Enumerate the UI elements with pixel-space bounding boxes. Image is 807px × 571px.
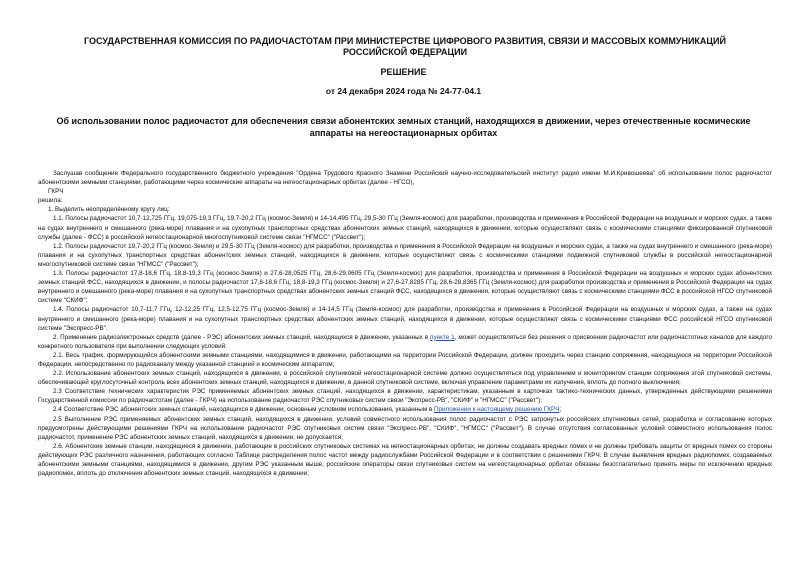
clause-2-1: 2.1. Весь трафик, формирующийся абонентскими земными станциями, находящимися в движении, работающими на территории Российской Федерации, должен проходить через станцию сопряжения, находящуюся на территории Российской Федерации, непосредственно по радиоканалу между указанной станцией и космическим аппаратом; [38,351,772,368]
clause-2 [38,333,772,351]
clause-2-6: 2.6. Абонентские земные станции, находящиеся в движении, работающие в российских спутниковых системах на негеостационарных орбитах, не должны создавать вредных помех и не должны требовать защиты от вредных помех со стороны действующих РЭС различного назначения, работающих согласно Таблице распределения полос частот между радиослужбами Российской Федерации и в соответствии с решениями ГКРЧ. В случае выявления вредных радиопомех, создаваемых абонентскими земными станциями, находящимися в движении, другим РЭС указанным выше, российские операторы связи спутниковых систем на негеостационарных орбитах обязаны безотлагательно принять меры по исключению вредных радиопомех, вплоть до отключения абонентских земных станций, находящихся в движении; [38,442,772,478]
clause-2-4 [38,405,772,414]
clause-2-2: 2.2. Использование абонентских земных станций, находящихся в движении, в российской спутниковой негеостационарной системе должно осуществляться под управлением и мониторингом станции сопряжения этой спутниковой системы, обеспечивающей круглосуточный контроль всех абонентских земных станций, находящихся в движении, в данной спутниковой системе, включая управление параметрами их излучения, вплоть до полного выключения; [38,370,772,387]
link-clause-1[interactable]: пункте 1 [430,333,455,341]
decided-label: решила: [38,197,63,205]
clause-1-3: 1.3. Полосы радиочастот 17,8-18,6 ГГц, 18,8-19,3 ГГц (космос-Земля) и 27,6-28,0525 ГГц, 28,6-29,0605 ГГц (Земля-космос) для разработки, производства и применения в Российской Федерации на воздушных и морских судах абонентских земных станций ФСС, находящихся в движении, и полосы радиочастот 17,8-18,6 ГГц, 18,8-19,3 ГГц (космос-Земля) и 27,6-27,8285 ГГц, 28,6-28,8365 ГГц (Земля-космос) для разработки производства и применения в Российской Федерации на судах внутреннего и смешанного (река-море) плавания и на сухопутных транспортных средствах абонентских земных станций ФСС, находящихся в движении, которые осуществляют связь с космическими станциями ФСС в российской НГСО спутниковой системе "СКИФ"; [38,270,772,305]
clause-1: 1. Выделить неопределённому кругу лиц: [48,206,170,214]
document-title: Об использовании полос радиочастот для обеспечения связи абонентских земных станций, находящихся в движении, через отечественные космические аппараты на негеостационарных орбитах [56,116,751,138]
clause-2-text-end: , может осуществляться без решения о присвоении радиочастот или радиочастотных каналов для каждого конкретного пользователя при выполнении следующих условий: [38,333,772,350]
intro-paragraph: Заслушав сообщение Федерального государственного бюджетного учреждения "Ордена Трудового Красного Знамени Российский научно-исследовательский институт радио имени М.И.Кривошеева" об использовании полос радиочастот абонентскими земными станциями, работающими через космические аппараты на негеостационарных орбитах (далее - НГСО), [38,170,772,187]
clause-1-2: 1.2. Полосы радиочастот 19,7-20,2 ГГц (космос-Земля) и 29,5-30 ГГц (Земля-космос) для разработки, производства и применения в Российской Федерации на воздушных и морских судах, а также на судах внутреннего и смешанного (река-море) плавания и на сухопутных транспортных средствах абонентских земных станций, находящихся в движении, которые осуществляют связь с космическими станциями подвижной спутниковой службы в российской негеостационарной многоспутниковой системе связи "НГМСС" ("Рассвет"); [38,242,772,268]
clause-2-text-start: 2. Применение радиоэлектронных средств (далее - РЭС) абонентских земных станций, находящихся в движении, указанных в [53,333,431,341]
clause-2-3: 2.3 Соответствие технических характеристик РЭС применяемых абонентских земных станций, находящихся в движении, характеристикам, указанным в карточках тактико-технических данных, утвержденных действующими решениями Государственной комиссии по радиочастотам (далее - ГКРЧ) на использование радиочастот РЭС спутниковых систем связи "Экспресс-РВ", "СКИФ" и "НГМСС" ("Рассвет"); [38,388,772,405]
document-date-number: от 24 декабря 2024 года № 24-77-04.1 [325,86,482,96]
clause-1-1: 1.1. Полосы радиочастот 10,7-12,725 ГГц, 19,075-19,3 ГГц, 19,7-20,2 ГГц (космос-Земля) и 14-14,495 ГГц, 29,5-30 ГГц (Земля-космос) для разработки, производства и применения в Российской Федерации на воздушных и морских судах, а также на судах внутреннего и смешанного (река-море) плавания и на сухопутных транспортных средствах абонентских земных станций, находящихся в движении, которые осуществляют связь с космическими станциями фиксированной спутниковой службы (далее - ФСС) в российской негеостационарной многоспутниковой системе связи "НГМСС" ("Рассвет"); [38,215,772,241]
clause-1-4: 1.4. Полосы радиочастот 10,7-11,7 ГГц, 12-12,25 ГГц, 12,5-12,75 ГГц (космос-Земля) и 14-14,5 ГГц (Земля-космос) для разработки, производства и применения в Российской Федерации на воздушных и морских судах, а также на судах внутреннего и смешанного (река-море) плавания и на сухопутных транспортных средствах абонентских земных станций, находящихся в движении, которые осуществляют связь с космическими станциями ФСС российской НГСО спутниковой системе "Экспресс-РВ". [38,306,772,332]
clause-2-5: 2.5 Выполнение РЭС применяемых абонентских земных станций, находящихся в движении, условий совместного использования полос радиочастот с РЭС затронутых российских спутниковых сетей, разработка и согласование которых предусмотрены действующими решениями ГКРЧ на использование радиочастот РЭС спутниковых систем связи "Экспресс-РВ", "СКИФ", "НГМСС" ("Рассвет"). В случае отсутствия согласованных условий совместного использования полос радиочастот, применение РЭС абонентских земных станций, находящихся в движении, не допускается; [38,415,772,441]
clause-2-4-text-end: ; [559,406,562,414]
document-type: РЕШЕНИЕ [380,67,427,77]
clause-2-4-text-start: 2.4 Соответствие РЭС абонентских земных станций, находящихся в движении, основным условиям использования, указанным в [53,406,434,414]
organization-heading: ГОСУДАРСТВЕННАЯ КОМИССИЯ ПО РАДИОЧАСТОТАМ ПРИ МИНИСТЕРСТВЕ ЦИФРОВОГО РАЗВИТИЯ, СВЯЗИ И МАССОВЫХ КОММУНИКАЦИЙ РОССИЙСКОЙ ФЕДЕРАЦИИ [84,36,726,57]
document-body [38,169,772,478]
link-appendix[interactable]: Приложении к настоящему решению ГКРЧ [433,406,560,414]
gkrch-label: ГКРЧ [48,188,64,196]
